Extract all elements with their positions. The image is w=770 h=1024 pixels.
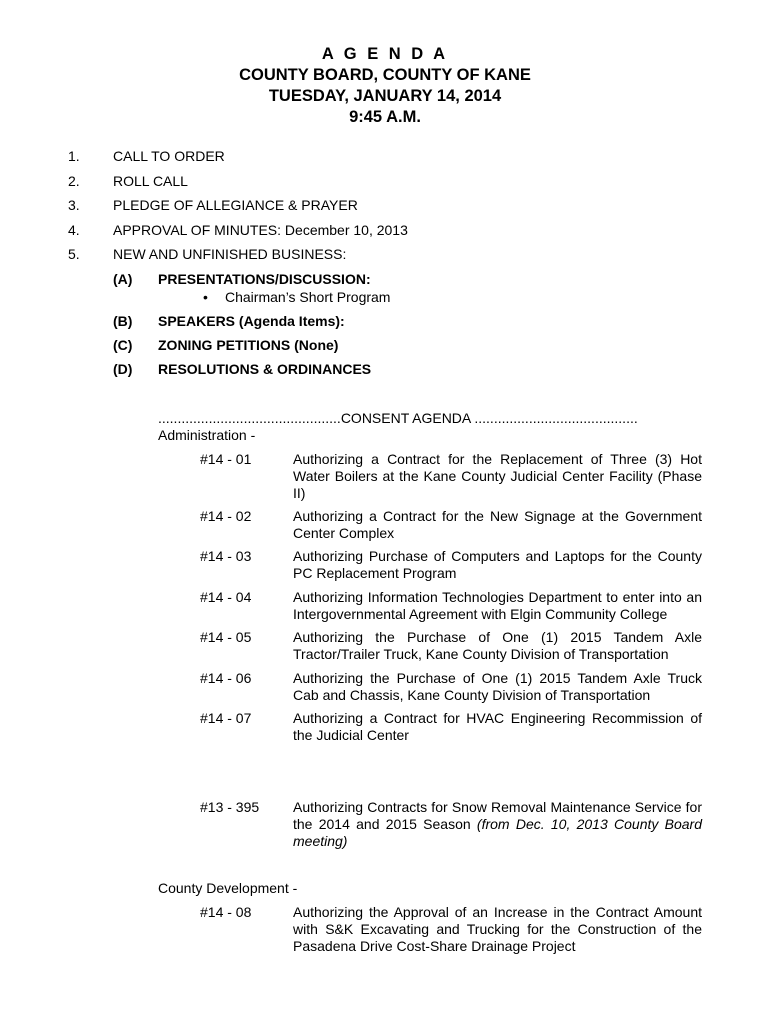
item-number: 1. <box>68 148 80 164</box>
resolution-code: #14 - 02 <box>200 508 252 524</box>
item-text: APPROVAL OF MINUTES: December 10, 2013 <box>113 222 408 238</box>
item-text: PLEDGE OF ALLEGIANCE & PRAYER <box>113 197 358 213</box>
section-administration: Administration - <box>158 427 256 443</box>
resolution-text: Authorizing Purchase of Computers and Laptops for the County PC Replacement Program <box>293 548 702 581</box>
bullet-text: Chairman’s Short Program <box>225 289 391 305</box>
resolution-text: Authorizing the Approval of an Increase in the Contract Amount with S&K Excavating and Trucking for the Construction of the Pasadena Drive Cost-Share Drainage Project <box>293 904 702 954</box>
bullet-icon: • <box>203 289 208 305</box>
consent-agenda-heading: ...............................................CONSENT AGENDA .......................................... <box>158 410 638 426</box>
agenda-header <box>0 44 770 128</box>
resolution-text: Authorizing the Purchase of One (1) 2015 Tandem Axle Truck Cab and Chassis, Kane County Division of Transportation <box>293 670 702 703</box>
meeting-date: TUESDAY, JANUARY 14, 2014 <box>268 87 502 105</box>
meeting-time: 9:45 A.M. <box>349 108 421 126</box>
resolution-code: #14 - 07 <box>200 710 252 726</box>
item-text: NEW AND UNFINISHED BUSINESS: <box>113 246 347 262</box>
section-county-development: County Development - <box>158 880 298 896</box>
subitem-text: SPEAKERS (Agenda Items): <box>158 313 345 329</box>
subitem-text: ZONING PETITIONS (None) <box>158 337 339 353</box>
item-text: ROLL CALL <box>113 173 188 189</box>
item-number: 3. <box>68 197 80 213</box>
subitem-text: PRESENTATIONS/DISCUSSION: <box>158 271 371 287</box>
item-text: CALL TO ORDER <box>113 148 225 164</box>
resolution-code: #14 - 05 <box>200 629 252 645</box>
subitem-label: (A) <box>113 271 133 287</box>
resolution-main-text: Authorizing Contracts for Snow Removal Maintenance Service for the 2014 and 2015 Season <box>293 799 702 832</box>
resolution-text: Authorizing the Purchase of One (1) 2015 Tandem Axle Tractor/Trailer Truck, Kane County Division of Transportation <box>293 629 702 662</box>
subitem-text: RESOLUTIONS & ORDINANCES <box>158 361 372 377</box>
board-name: COUNTY BOARD, COUNTY OF KANE <box>239 66 531 84</box>
item-number: 2. <box>68 173 80 189</box>
resolution-code: #13 - 395 <box>200 799 260 815</box>
resolution-text: Authorizing a Contract for the New Signage at the Government Center Complex <box>293 508 702 541</box>
resolution-text: Authorizing a Contract for the Replacement of Three (3) Hot Water Boilers at the Kane County Judicial Center Facility (Phase II) <box>293 451 702 501</box>
resolution-text: Authorizing a Contract for HVAC Engineering Recommission of the Judicial Center <box>293 710 702 743</box>
resolution-code: #14 - 01 <box>200 451 252 467</box>
resolution-note: (from Dec. 10, 2013 County Board meeting) <box>293 816 702 849</box>
item-number: 4. <box>68 222 80 238</box>
agenda-title: A G E N D A <box>321 45 449 63</box>
resolution-code: #14 - 04 <box>200 589 252 605</box>
resolution-code: #14 - 08 <box>200 904 252 920</box>
subitem-label: (B) <box>113 313 133 329</box>
resolution-text: Authorizing Information Technologies Department to enter into an Intergovernmental Agreement with Elgin Community College <box>293 589 702 622</box>
resolution-code: #14 - 06 <box>200 670 252 686</box>
resolution-text <box>293 799 702 850</box>
subitem-label: (D) <box>113 361 133 377</box>
resolution-code: #14 - 03 <box>200 548 252 564</box>
subitem-label: (C) <box>113 337 133 353</box>
item-number: 5. <box>68 246 80 262</box>
